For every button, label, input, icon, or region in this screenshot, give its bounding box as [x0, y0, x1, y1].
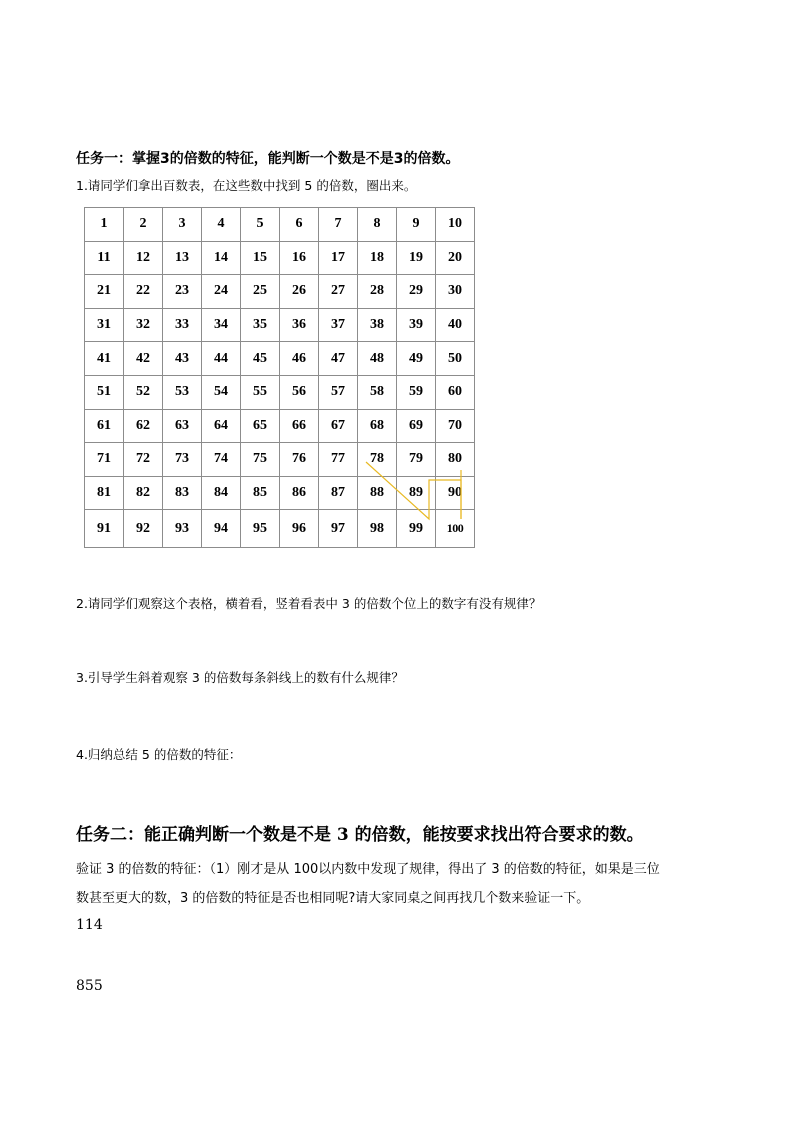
table-cell: 8	[358, 208, 397, 242]
table-cell: 69	[397, 409, 436, 443]
table-cell: 77	[319, 443, 358, 477]
hundred-chart-table	[84, 207, 475, 548]
table-cell: 7	[319, 208, 358, 242]
table-cell: 18	[358, 241, 397, 275]
table-row	[85, 308, 475, 342]
table-row	[85, 208, 475, 242]
table-cell: 15	[241, 241, 280, 275]
verify-text-line-2: 数甚至更大的数，3 的倍数的特征是否也相同呢?请大家同桌之间再找几个数来验证一下。	[76, 891, 590, 906]
table-cell: 53	[163, 375, 202, 409]
table-cell: 67	[319, 409, 358, 443]
table-cell: 9	[397, 208, 436, 242]
table-cell: 68	[358, 409, 397, 443]
table-cell: 56	[280, 375, 319, 409]
table-cell: 38	[358, 308, 397, 342]
example-number-855: 855	[76, 978, 103, 994]
table-cell: 20	[436, 241, 475, 275]
table-cell: 52	[124, 375, 163, 409]
table-cell: 28	[358, 275, 397, 309]
table-cell: 70	[436, 409, 475, 443]
example-number-114: 114	[76, 917, 103, 933]
table-cell: 6	[280, 208, 319, 242]
table-cell: 58	[358, 375, 397, 409]
table-cell: 13	[163, 241, 202, 275]
table-row	[85, 510, 475, 548]
question-3: 3.引导学生斜着观察 3 的倍数每条斜线上的数有什么规律？	[76, 670, 404, 685]
table-cell: 22	[124, 275, 163, 309]
table-cell: 23	[163, 275, 202, 309]
table-cell: 97	[319, 510, 358, 548]
table-cell: 16	[280, 241, 319, 275]
table-cell: 47	[319, 342, 358, 376]
table-cell: 83	[163, 476, 202, 510]
table-cell: 25	[241, 275, 280, 309]
table-cell: 44	[202, 342, 241, 376]
table-cell: 51	[85, 375, 124, 409]
table-cell: 42	[124, 342, 163, 376]
table-cell: 41	[85, 342, 124, 376]
table-cell: 86	[280, 476, 319, 510]
table-cell: 75	[241, 443, 280, 477]
table-cell: 71	[85, 443, 124, 477]
table-cell: 48	[358, 342, 397, 376]
table-cell: 27	[319, 275, 358, 309]
table-cell: 45	[241, 342, 280, 376]
table-cell: 29	[397, 275, 436, 309]
table-cell: 92	[124, 510, 163, 548]
table-cell: 33	[163, 308, 202, 342]
table-cell: 17	[319, 241, 358, 275]
table-cell: 66	[280, 409, 319, 443]
table-cell: 40	[436, 308, 475, 342]
table-cell: 95	[241, 510, 280, 548]
task2-heading: 任务二：能正确判断一个数是不是 3 的倍数，能按要求找出符合要求的数。	[76, 825, 644, 845]
question-4: 4.归纳总结 5 的倍数的特征：	[76, 747, 242, 762]
table-cell: 74	[202, 443, 241, 477]
table-cell: 72	[124, 443, 163, 477]
table-cell: 62	[124, 409, 163, 443]
table-row	[85, 409, 475, 443]
table-cell: 78	[358, 443, 397, 477]
table-cell: 73	[163, 443, 202, 477]
table-cell: 39	[397, 308, 436, 342]
table-cell: 32	[124, 308, 163, 342]
table-cell: 4	[202, 208, 241, 242]
table-row	[85, 275, 475, 309]
table-cell: 96	[280, 510, 319, 548]
table-cell: 49	[397, 342, 436, 376]
table-cell: 43	[163, 342, 202, 376]
table-cell: 59	[397, 375, 436, 409]
table-cell: 2	[124, 208, 163, 242]
table-cell: 35	[241, 308, 280, 342]
table-cell: 19	[397, 241, 436, 275]
table-cell: 50	[436, 342, 475, 376]
verify-text-line-1: 验证 3 的倍数的特征：（1）刚才是从 100以内数中发现了规律，得出了 3 的倍数的特征，如果是三位	[76, 862, 660, 877]
table-row	[85, 375, 475, 409]
table-cell: 1	[85, 208, 124, 242]
table-cell: 76	[280, 443, 319, 477]
table-cell: 90	[436, 476, 475, 510]
table-cell: 31	[85, 308, 124, 342]
table-cell: 82	[124, 476, 163, 510]
table-cell: 64	[202, 409, 241, 443]
table-cell: 63	[163, 409, 202, 443]
table-row	[85, 476, 475, 510]
table-cell: 11	[85, 241, 124, 275]
table-cell: 61	[85, 409, 124, 443]
table-cell: 94	[202, 510, 241, 548]
table-cell: 30	[436, 275, 475, 309]
table-cell: 34	[202, 308, 241, 342]
table-cell: 14	[202, 241, 241, 275]
table-row	[85, 342, 475, 376]
question-2: 2.请同学们观察这个表格，横着看，竖着看表中 3 的倍数个位上的数字有没有规律？	[76, 596, 542, 611]
table-cell: 85	[241, 476, 280, 510]
table-cell: 12	[124, 241, 163, 275]
table-cell: 91	[85, 510, 124, 548]
table-cell: 3	[163, 208, 202, 242]
table-cell: 84	[202, 476, 241, 510]
table-cell: 10	[436, 208, 475, 242]
table-cell: 89	[397, 476, 436, 510]
question-1: 1.请同学们拿出百数表，在这些数中找到 5 的倍数，圈出来。	[76, 178, 417, 193]
table-cell: 55	[241, 375, 280, 409]
table-cell: 98	[358, 510, 397, 548]
table-cell: 46	[280, 342, 319, 376]
table-cell: 24	[202, 275, 241, 309]
table-cell: 100	[436, 510, 475, 548]
table-cell: 80	[436, 443, 475, 477]
task1-heading: 任务一：掌握3的倍数的特征，能判断一个数是不是3的倍数。	[76, 151, 460, 167]
table-cell: 87	[319, 476, 358, 510]
table-cell: 88	[358, 476, 397, 510]
table-cell: 60	[436, 375, 475, 409]
table-cell: 93	[163, 510, 202, 548]
table-cell: 37	[319, 308, 358, 342]
table-cell: 57	[319, 375, 358, 409]
table-cell: 36	[280, 308, 319, 342]
table-cell: 54	[202, 375, 241, 409]
table-cell: 79	[397, 443, 436, 477]
table-cell: 65	[241, 409, 280, 443]
table-cell: 99	[397, 510, 436, 548]
table-cell: 21	[85, 275, 124, 309]
table-row	[85, 241, 475, 275]
table-cell: 5	[241, 208, 280, 242]
table-cell: 81	[85, 476, 124, 510]
table-cell: 26	[280, 275, 319, 309]
table-row	[85, 443, 475, 477]
